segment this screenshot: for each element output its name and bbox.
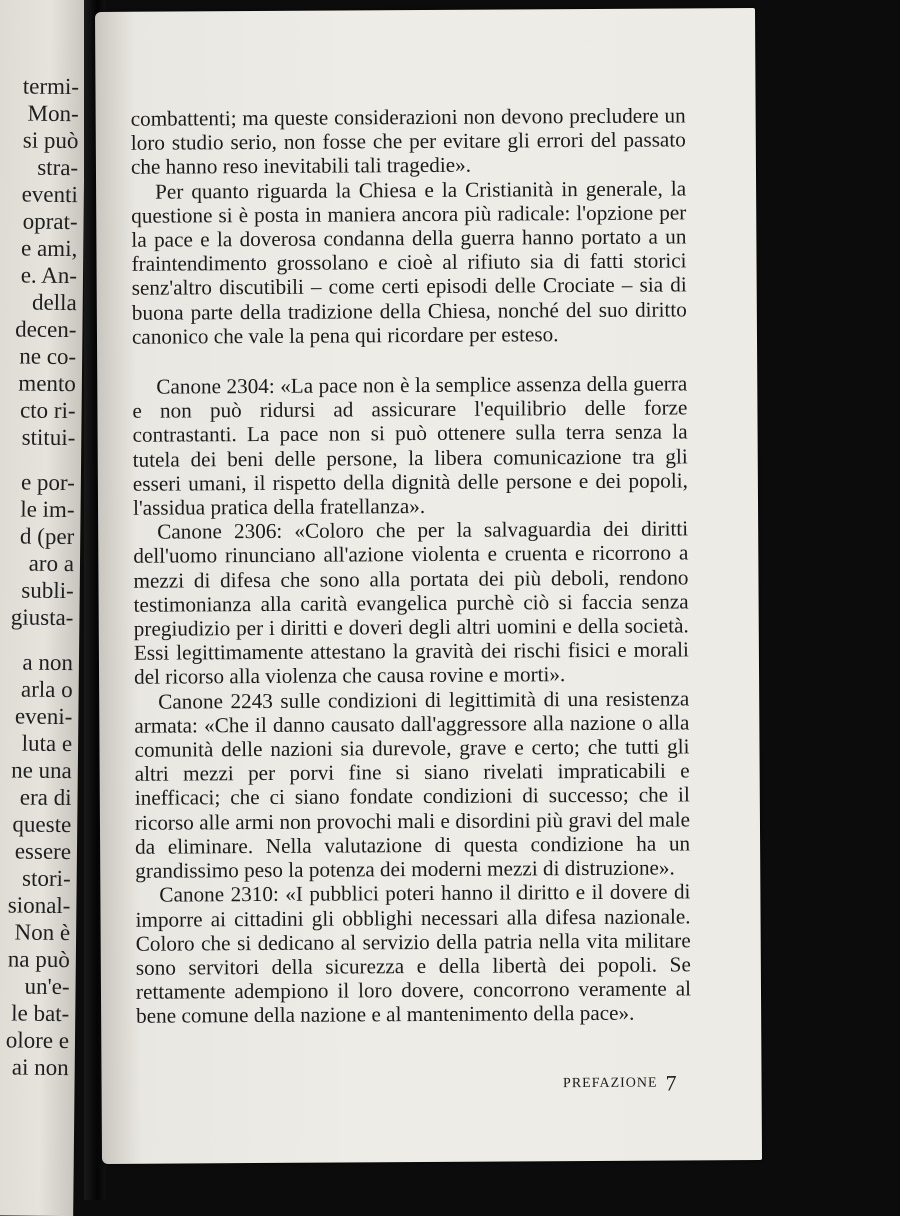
left-page xyxy=(0,0,86,1216)
paragraph-canone-2310: Canone 2310: «I pubblici poteri hanno il diritto e il dovere di imporre ai cittadini gli obblighi necessari alla difesa nazionale. Coloro che si dedicano al servizio della patria nella vita militare sono servitori della sicurezza e della libertà dei popoli. Se rettamente adempiono il loro dovere, concorrono veramente al bene comune della nazione e al mantenimento della pace». xyxy=(135,879,692,1029)
section-gap xyxy=(132,345,687,374)
left-page-fragment: subli- xyxy=(21,577,74,604)
left-page-fragment: arla o xyxy=(20,676,73,703)
left-page-fragment: eveni- xyxy=(14,703,73,730)
page-number: 7 xyxy=(665,1070,677,1096)
left-page-fragment: stra- xyxy=(37,154,79,181)
left-page-fragment: olore e xyxy=(5,1027,70,1054)
left-page-fragment: e ami, xyxy=(20,235,78,262)
left-page-fragment: Non è xyxy=(14,919,71,946)
paragraph-canone-2304: Canone 2304: «La pace non è la semplice assenza della guerra e non può ridursi ad assicurare l'equilibrio delle forze contrastanti. La pace non si può ottenere sulla terra senza la tutela dei beni delle persone, la libera comunicazione tra gli esseri umani, il rispetto della dignità delle persone e dei popoli, l'assidua pratica della fratellanza». xyxy=(132,371,688,520)
left-page-fragment: cto ri- xyxy=(19,397,76,424)
left-page-fragment: d (per xyxy=(19,523,75,550)
left-page-fragment: aro a xyxy=(28,550,75,577)
left-page-fragment: mento xyxy=(18,370,77,397)
paragraph-canone-2306: Canone 2306: «Coloro che per la salvaguardia dei diritti dell'uomo rinunciano all'azione violenta e cruenta e ricorrono a mezzi di difesa che sono alla portata dei più deboli, rendono testimonianza alla carità evangelica purchè ciò si faccia senza pregiudizio per i diritti e doveri degli altri uomini e della società. Essi legittimamente attestano la gravità dei rischi fisici e morali del ricorso alla violenza che causa rovine e morti». xyxy=(133,516,689,690)
left-page-fragment: ai non xyxy=(11,1054,69,1081)
paragraph-chiesa: Per quanto riguarda la Chiesa e la Cristianità in generale, la questione si è posta in maniera ancora più radicale: l'opzione per la pace e la doverosa condanna della guerra hanno portato a un fraintendimento grossolano e cioè al rifiuto sia di fatti storici senz'altro discutibili – come certi episodi delle Crociate – sia di buona parte della tradizione della Chiesa, nonché del suo diritto canonico che vale la pena qui ricordare per esteso. xyxy=(131,176,687,349)
left-page-fragment: e por- xyxy=(20,469,75,496)
left-page-fragment: giusta- xyxy=(10,604,74,631)
left-page-fragment: termi- xyxy=(22,73,80,100)
left-page-fragment: essere xyxy=(14,838,72,865)
page-footer xyxy=(531,1070,676,1097)
left-page-fragment: si può xyxy=(22,127,79,154)
left-page-fragment: ne una xyxy=(11,757,72,784)
left-page-fragment: decen- xyxy=(15,316,77,343)
left-page-fragment: luta e xyxy=(21,730,73,757)
paragraph-canone-2243: Canone 2243 sulle condizioni di legittimità di una resistenza armata: «Che il danno causato dall'aggressore alla nazione o alla comunità delle nazioni sia durevole, grave e certo; che tutti gli altri mezzi per porvi fine si siano rivelati impraticabili e inefficaci; che ci siano fondate condizioni di successo; che il ricorso alle armi non provochi mali e disordini più gravi del male da eliminare. Nella valutazione di questa condizione ha un grandissimo peso la potenza dei moderni mezzi di distruzione». xyxy=(134,686,691,883)
left-page-fragment: le im- xyxy=(20,496,75,523)
left-page-fragment: queste xyxy=(12,811,72,838)
body-text xyxy=(131,103,692,1028)
left-page-fragment: Mon- xyxy=(27,100,79,127)
left-page-fragment: stori- xyxy=(22,865,71,892)
left-page-fragment: le bat- xyxy=(11,1000,70,1027)
left-page-fragment: era di xyxy=(19,784,72,811)
left-page-fragment: sional- xyxy=(7,892,71,919)
right-page xyxy=(95,8,762,1164)
left-page-fragment: e. An- xyxy=(20,262,78,289)
left-page-fragment: stitui- xyxy=(21,424,76,451)
left-page-fragment: a non xyxy=(22,649,74,676)
left-page-fragment: ne co- xyxy=(19,343,77,370)
left-page-fragment: della xyxy=(31,289,77,316)
left-page-fragment: un'e- xyxy=(24,973,70,1000)
left-page-fragment: eventi xyxy=(21,181,78,208)
running-footer-section: PREFAZIONE xyxy=(562,1075,658,1092)
paragraph-continuation: combattenti; ma queste considerazioni non devono precludere un loro studio serio, non fosse che per evitare gli errori del passato che hanno reso inevitabili tali tragedie». xyxy=(130,103,686,180)
left-page-fragment: oprat- xyxy=(22,208,78,235)
left-page-fragment: na può xyxy=(7,946,70,973)
